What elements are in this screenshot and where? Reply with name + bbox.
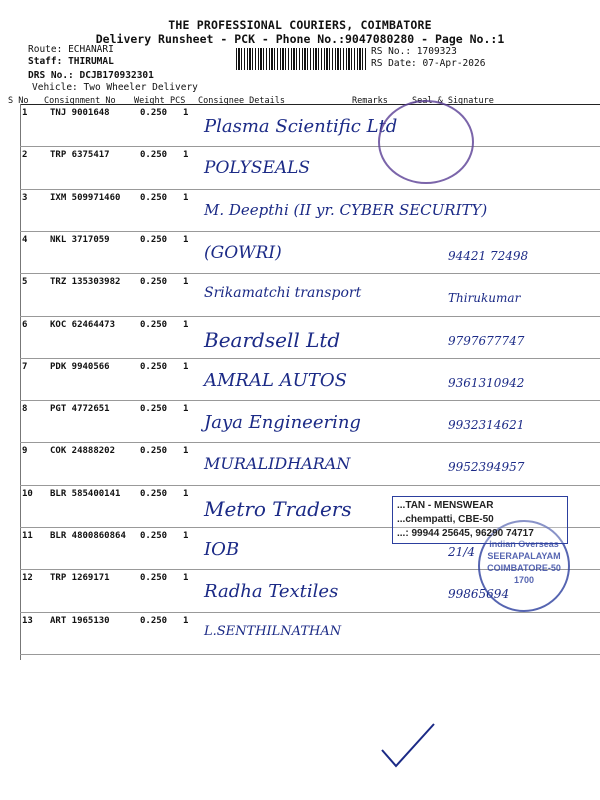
route-line: Route: ECHANARI bbox=[28, 44, 114, 55]
cell-sno: 4 bbox=[22, 234, 28, 245]
cell-sno: 10 bbox=[22, 488, 33, 499]
row-divider bbox=[20, 358, 600, 359]
row-divider bbox=[20, 146, 600, 147]
consignee-handwriting: Plasma Scientific Ltd bbox=[204, 116, 398, 137]
rs-date-line: RS Date: 07-Apr-2026 bbox=[371, 58, 486, 69]
cell-weight: 0.250 bbox=[140, 277, 168, 288]
cell-weight: 0.250 bbox=[140, 488, 168, 499]
cell-sno: 11 bbox=[22, 531, 33, 541]
row-divider bbox=[20, 231, 600, 232]
col-seal: Seal & Signature bbox=[412, 96, 494, 106]
cell-pcs: 1 bbox=[183, 531, 189, 541]
cell-weight: 0.250 bbox=[140, 361, 168, 372]
cell-consignment: COK 24888202 bbox=[50, 446, 116, 457]
bank-seal-stamp: Indian Overseas SEERAPALAYAM COIMBATORE-50 1700 bbox=[478, 520, 570, 612]
cell-consignment: BLR 585400141 bbox=[50, 488, 121, 499]
consignee-handwriting: MURALIDHARAN bbox=[204, 454, 351, 474]
runsheet-title: Delivery Runsheet - PCK - Phone No.:9047080280 - Page No.:1 bbox=[95, 32, 505, 46]
remarks-handwriting: 9361310942 bbox=[448, 375, 525, 390]
cell-sno: 3 bbox=[22, 192, 28, 203]
row-divider bbox=[20, 400, 600, 401]
consignee-handwriting: M. Deepthi (II yr. CYBER SECURITY) bbox=[204, 200, 488, 219]
consignee-handwriting: Jaya Engineering bbox=[204, 412, 361, 434]
remarks-handwriting: 21/4 bbox=[448, 545, 475, 559]
consignee-handwriting: Srikamatchi transport bbox=[204, 285, 362, 302]
company-title: THE PROFESSIONAL COURIERS, COIMBATORE bbox=[168, 18, 432, 32]
consignee-handwriting: Beardsell Ltd bbox=[204, 327, 341, 352]
barcode-icon bbox=[236, 48, 366, 70]
remarks-handwriting: Thirukumar bbox=[448, 291, 521, 306]
cell-pcs: 1 bbox=[183, 361, 189, 372]
cell-weight: 0.250 bbox=[140, 615, 168, 626]
cell-pcs: 1 bbox=[183, 234, 189, 245]
row-divider bbox=[20, 485, 600, 486]
cell-weight: 0.250 bbox=[140, 150, 168, 161]
cell-sno: 12 bbox=[22, 573, 33, 584]
row-divider bbox=[20, 273, 600, 274]
remarks-handwriting: 99865694 bbox=[448, 587, 510, 602]
table-left-border bbox=[20, 104, 21, 660]
cell-sno: 7 bbox=[22, 361, 28, 372]
cell-pcs: 1 bbox=[183, 150, 189, 161]
cell-sno: 2 bbox=[22, 150, 28, 161]
company-seal-stamp bbox=[378, 100, 474, 184]
drs-line: DRS No.: DCJB170932301 bbox=[28, 70, 154, 81]
remarks-handwriting: 9952394957 bbox=[448, 460, 525, 475]
consignee-handwriting: Radha Textiles bbox=[204, 581, 339, 603]
consignee-handwriting: POLYSEALS bbox=[204, 158, 311, 179]
remarks-handwriting: 9797677747 bbox=[448, 333, 525, 348]
cell-consignment: ART 1965130 bbox=[50, 615, 110, 626]
vehicle-value: Two Wheeler Delivery bbox=[83, 82, 198, 93]
cell-weight: 0.250 bbox=[140, 404, 168, 415]
rs-no-line: RS No.: 1709323 bbox=[371, 46, 457, 57]
col-consignee: Consignee Details bbox=[198, 96, 285, 106]
row-divider bbox=[20, 654, 600, 655]
staff-line: Staff: THIRUMAL bbox=[28, 56, 114, 67]
remarks-handwriting: 94421 72498 bbox=[448, 248, 529, 263]
cell-consignment: PGT 4772651 bbox=[50, 404, 110, 415]
cell-weight: 0.250 bbox=[140, 234, 168, 245]
col-consignment: Consignment No bbox=[44, 96, 116, 106]
menswear-stamp: ...TAN - MENSWEAR ...chempatti, CBE-50 ...: 99944 25645, 96290 74717 bbox=[392, 496, 568, 544]
rs-date-value: 07-Apr-2026 bbox=[422, 58, 486, 69]
cell-weight: 0.250 bbox=[140, 573, 168, 584]
cell-consignment: KOC 62464473 bbox=[50, 319, 116, 330]
header-divider bbox=[20, 104, 600, 105]
cell-consignment: TRZ 135303982 bbox=[50, 277, 121, 288]
cell-consignment: TRP 6375417 bbox=[50, 150, 110, 161]
cell-pcs: 1 bbox=[183, 573, 189, 584]
row-divider bbox=[20, 316, 600, 317]
route-value: ECHANARI bbox=[68, 44, 114, 55]
cell-consignment: PDK 9940566 bbox=[50, 361, 110, 372]
cell-pcs: 1 bbox=[183, 615, 189, 626]
row-divider bbox=[20, 612, 600, 613]
cell-sno: 8 bbox=[22, 404, 28, 415]
check-mark-icon bbox=[378, 720, 438, 780]
cell-sno: 6 bbox=[22, 319, 28, 330]
cell-weight: 0.250 bbox=[140, 192, 168, 203]
consignee-handwriting: AMRAL AUTOS bbox=[204, 369, 347, 391]
consignee-handwriting: L.SENTHILNATHAN bbox=[204, 623, 342, 639]
cell-sno: 9 bbox=[22, 446, 28, 457]
consignee-handwriting: IOB bbox=[204, 539, 240, 560]
cell-consignment: IXM 509971460 bbox=[50, 192, 121, 203]
drs-value: DCJB170932301 bbox=[79, 70, 154, 81]
staff-value: THIRUMAL bbox=[68, 56, 114, 67]
cell-sno: 1 bbox=[22, 108, 28, 118]
remarks-handwriting: 9932314621 bbox=[448, 418, 525, 433]
col-remarks: Remarks bbox=[352, 96, 388, 106]
consignee-handwriting: (GOWRI) bbox=[204, 242, 282, 263]
cell-consignment: TNJ 9001648 bbox=[50, 108, 110, 118]
cell-pcs: 1 bbox=[183, 108, 189, 118]
row-divider bbox=[20, 442, 600, 443]
cell-pcs: 1 bbox=[183, 277, 189, 288]
col-weight: Weight bbox=[134, 96, 165, 106]
consignee-handwriting: Metro Traders bbox=[204, 496, 352, 521]
cell-consignment: NKL 3717059 bbox=[50, 234, 110, 245]
col-sno: S No bbox=[8, 96, 29, 106]
cell-pcs: 1 bbox=[183, 319, 189, 330]
cell-consignment: BLR 4800860864 bbox=[50, 531, 126, 541]
cell-pcs: 1 bbox=[183, 192, 189, 203]
cell-sno: 13 bbox=[22, 615, 33, 626]
cell-weight: 0.250 bbox=[140, 531, 168, 541]
cell-pcs: 1 bbox=[183, 404, 189, 415]
vehicle-line: Vehicle: Two Wheeler Delivery bbox=[32, 82, 198, 93]
row-divider bbox=[20, 189, 600, 190]
cell-weight: 0.250 bbox=[140, 446, 168, 457]
cell-weight: 0.250 bbox=[140, 108, 168, 118]
cell-pcs: 1 bbox=[183, 446, 189, 457]
cell-pcs: 1 bbox=[183, 488, 189, 499]
col-pcs: PCS bbox=[170, 96, 186, 106]
cell-consignment: TRP 1269171 bbox=[50, 573, 110, 584]
cell-sno: 5 bbox=[22, 277, 28, 288]
cell-weight: 0.250 bbox=[140, 319, 168, 330]
rs-no-value: 1709323 bbox=[416, 46, 457, 57]
